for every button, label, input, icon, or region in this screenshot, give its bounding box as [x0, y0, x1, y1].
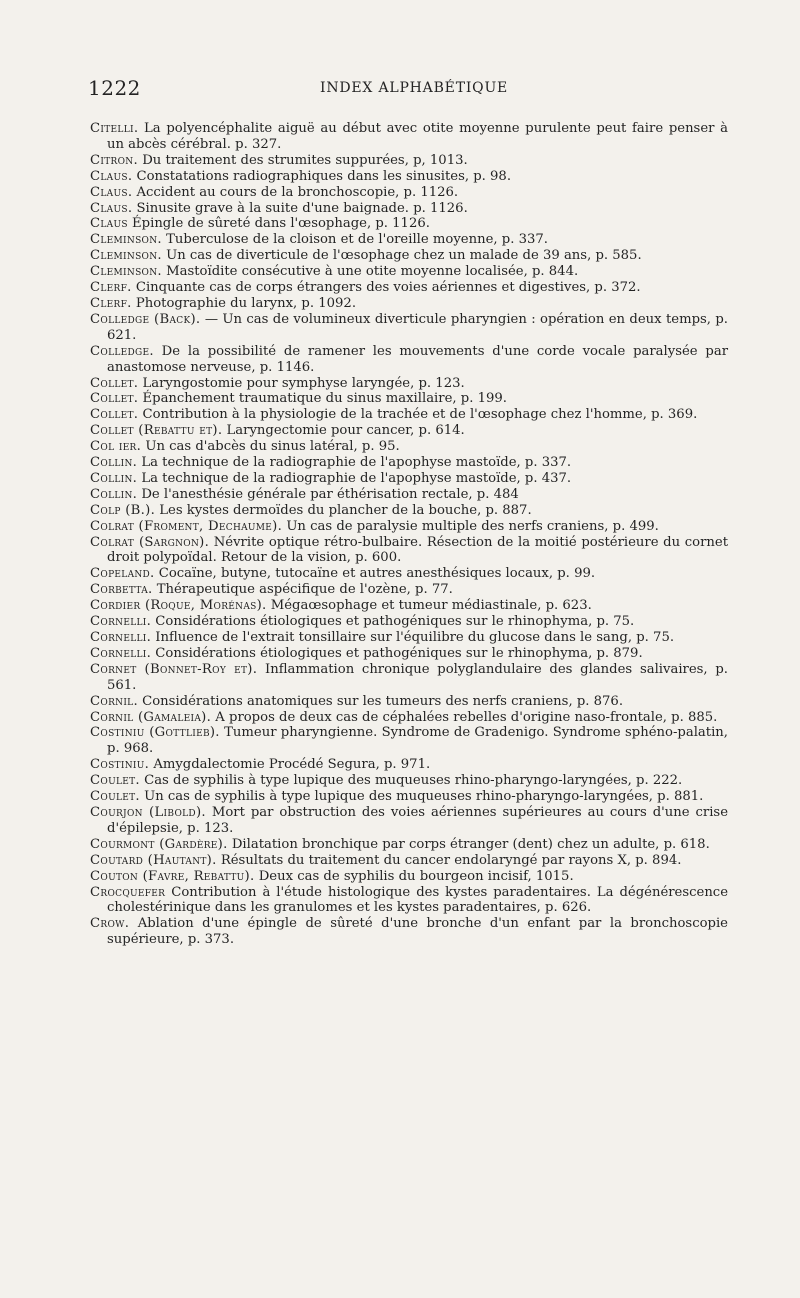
- entry-author: Colledge.: [90, 343, 154, 359]
- index-entry: [90, 789, 728, 805]
- entry-text: Deux cas de syphilis du bourgeon incisif, 1015.: [258, 868, 574, 884]
- entry-author: Crow.: [90, 916, 130, 932]
- entry-author: Copeland.: [90, 566, 155, 582]
- entry-author: Corbetta.: [90, 582, 153, 598]
- entry-author: Collin.: [90, 455, 138, 471]
- index-entry: [90, 471, 728, 487]
- index-entry: [90, 614, 728, 630]
- entry-author: Coulet.: [90, 773, 140, 789]
- entry-author: Coutard (Hautant).: [90, 852, 217, 868]
- index-entry: [90, 344, 728, 376]
- entry-author: Cleminson.: [90, 264, 162, 280]
- entry-text: Mastoïdite consécutive à une otite moyenne localisée, p. 844.: [166, 264, 579, 280]
- index-entry: [90, 725, 728, 757]
- entry-text: La technique de la radiographie de l'apophyse mastoïde, p. 337.: [141, 455, 572, 471]
- index-entry: [90, 598, 728, 614]
- entry-text: Les kystes dermoïdes du plancher de la bouche, p. 887.: [159, 502, 532, 518]
- index-entry: [90, 805, 728, 837]
- entry-author: Cornil.: [90, 693, 138, 709]
- entry-text: Thérapeutique aspécifique de l'ozène, p. 77.: [156, 582, 453, 598]
- index-entry: [90, 694, 728, 710]
- entry-text: Inflammation chronique polyglandulaire des glandes salivaires, p. 561.: [107, 661, 728, 693]
- entry-text: Constatations radiographiques dans les sinusites, p. 98.: [136, 168, 512, 184]
- entry-author: Colp (B.).: [90, 502, 156, 518]
- index-entry: [90, 121, 728, 153]
- entry-text: Laryngostomie pour symphyse laryngée, p. 123.: [142, 375, 465, 391]
- entry-author: Costiniu.: [90, 757, 150, 773]
- index-entry: [90, 455, 728, 471]
- entry-text: Photographie du larynx, p. 1092.: [135, 295, 357, 311]
- entry-author: Claus.: [90, 168, 133, 184]
- entry-text: De l'anesthésie générale par éthérisation rectale, p. 484: [141, 486, 519, 502]
- index-entry: [90, 535, 728, 567]
- entry-text: Mort par obstruction des voies aériennes supérieures au cours d'une crise d'épilepsie, p. 123.: [107, 804, 729, 836]
- entry-text: De la possibilité de ramener les mouvements d'une corde vocale paralysée par anastomose nerveuse, p. 1146.: [107, 343, 728, 375]
- running-title: INDEX ALPHABÉTIQUE: [320, 80, 509, 96]
- index-entry: [90, 662, 728, 694]
- entry-text: Amygdalectomie Procédé Segura, p. 971.: [153, 757, 431, 773]
- entry-author: Coulet.: [90, 789, 140, 805]
- entry-author: Col ier.: [90, 439, 142, 455]
- entry-author: Claus.: [90, 184, 133, 200]
- entry-text: Cas de syphilis à type lupique des muqueuses rhino-pharyngo-laryngées, p. 222.: [144, 773, 683, 789]
- entry-author: Collin.: [90, 470, 138, 486]
- index-entry: [90, 853, 728, 869]
- index-entry: [90, 582, 728, 598]
- entry-author: Cornet (Bonnet-Roy et).: [90, 661, 258, 677]
- entry-text: Sinusite grave à la suite d'une baignade. p. 1126.: [136, 200, 468, 216]
- index-entry: [90, 519, 728, 535]
- index-entry: [90, 296, 728, 312]
- entry-text: La polyencéphalite aiguë au début avec otite moyenne purulente peut faire penser à un abcès cérébral. p. 327.: [107, 121, 728, 152]
- index-entry: [90, 503, 728, 519]
- entry-text: Ablation d'une épingle de sûreté d'une bronche d'un enfant par la bronchoscopie supérieure, p. 373.: [107, 916, 728, 948]
- entry-author: Crocquefer: [90, 884, 166, 900]
- index-entry: [90, 391, 728, 407]
- entry-text: A propos de deux cas de céphalées rebelles d'origine naso-frontale, p. 885.: [215, 709, 718, 725]
- entry-text: Tumeur pharyngienne. Syndrome de Gradenigo. Syndrome sphéno-palatin, p. 968.: [107, 725, 728, 757]
- page-number: 1222: [88, 76, 141, 100]
- entry-text: Considérations étiologiques et pathogéniques sur le rhinophyma, p. 879.: [155, 645, 643, 661]
- entry-author: Cornelli.: [90, 614, 152, 630]
- index-entry: [90, 916, 728, 948]
- entry-author: Clerf.: [90, 295, 132, 311]
- index-entry: [90, 423, 728, 439]
- entry-text: Névrite optique rétro-bulbaire. Résection de la moitié postérieure du cornet droit polypoïdal. Retour de la vision, p. 600.: [107, 534, 728, 566]
- entry-author: Collet.: [90, 375, 139, 391]
- entry-author: Courmont (Gardère).: [90, 836, 228, 852]
- entry-text: Influence de l'extrait tonsillaire sur l'équilibre du glucose dans le sang, p. 75.: [155, 630, 675, 645]
- entry-author: Claus.: [90, 200, 133, 216]
- index-entry: [90, 757, 728, 773]
- entry-text: Contribution à l'étude histologique des kystes paradentaires. La dégénérescence cholestérinique dans les granulomes et les kystes paradentaires, p. 626.: [107, 884, 728, 916]
- index-entry: [90, 646, 728, 662]
- index-entry: [90, 169, 728, 185]
- entry-text: Épingle de sûreté dans l'œsophage, p. 1126.: [132, 216, 430, 232]
- entry-author: Couton (Favre, Rebattu).: [90, 868, 255, 884]
- entry-author: Citelli.: [90, 121, 139, 136]
- index-entry: [90, 869, 728, 885]
- entry-text: Accident au cours de la bronchoscopie, p. 1126.: [136, 184, 459, 200]
- index-entry: [90, 153, 728, 169]
- entry-author: Colledge (Back).: [90, 311, 201, 327]
- entry-author: Cornelli.: [90, 630, 152, 645]
- entry-text: Un cas de diverticule de l'œsophage chez un malade de 39 ans, p. 585.: [166, 248, 642, 264]
- entry-author: Cornelli.: [90, 645, 152, 661]
- index-entry: [90, 837, 728, 853]
- entry-author: Cleminson.: [90, 248, 162, 264]
- entry-author: Cleminson.: [90, 232, 162, 248]
- entry-author: Collet.: [90, 391, 139, 407]
- index-entry: [90, 487, 728, 503]
- entry-text: — Un cas de volumineux diverticule pharyngien : opération en deux temps, p. 621.: [107, 311, 728, 343]
- entry-text: Épanchement traumatique du sinus maxillaire, p. 199.: [142, 391, 507, 407]
- index-entry: [90, 232, 728, 248]
- entry-text: Du traitement des strumites suppurées, p, 1013.: [142, 152, 468, 168]
- index-entry: [90, 885, 728, 917]
- entry-text: La technique de la radiographie de l'apophyse mastoïde, p. 437.: [141, 470, 572, 486]
- index-entry: [90, 280, 728, 296]
- entry-text: Un cas de paralysie multiple des nerfs craniens, p. 499.: [286, 518, 659, 534]
- index-entry: [90, 185, 728, 201]
- entry-text: Laryngectomie pour cancer, p. 614.: [226, 423, 465, 439]
- index-entry: [90, 407, 728, 423]
- entry-text: Tuberculose de la cloison et de l'oreille moyenne, p. 337.: [166, 232, 548, 248]
- index-entry: [90, 710, 728, 726]
- page-header: [88, 76, 728, 100]
- entry-author: Collet.: [90, 407, 139, 423]
- entry-author: Clerf.: [90, 280, 132, 296]
- index-entry: [90, 312, 728, 344]
- index-entry: [90, 264, 728, 280]
- entry-author: Claus: [90, 216, 128, 232]
- entry-author: Colrat (Sargnon).: [90, 534, 210, 550]
- entry-text: Considérations étiologiques et pathogéniques sur le rhinophyma, p. 75.: [155, 614, 635, 630]
- entry-text: Un cas d'abcès du sinus latéral, p. 95.: [145, 439, 400, 455]
- entry-author: Cornil (Gamaleia).: [90, 709, 212, 725]
- entry-text: Résultats du traitement du cancer endolaryngé par rayons X, p. 894.: [220, 852, 682, 868]
- index-entry: [90, 376, 728, 392]
- entry-text: Mégaœsophage et tumeur médiastinale, p. 623.: [270, 598, 592, 614]
- entry-text: Cinquante cas de corps étrangers des voies aériennes et digestives, p. 372.: [135, 280, 641, 296]
- entry-text: Dilatation bronchique par corps étranger (dent) chez un adulte, p. 618.: [231, 836, 710, 852]
- index-entry: [90, 566, 728, 582]
- index-entries: [90, 121, 728, 948]
- entry-text: Cocaïne, butyne, tutocaïne et autres anesthésiques locaux, p. 99.: [158, 566, 596, 582]
- entry-author: Citron.: [90, 152, 138, 168]
- entry-author: Colrat (Froment, Dechaume).: [90, 518, 283, 534]
- index-entry: [90, 630, 728, 646]
- entry-author: Collin.: [90, 486, 138, 502]
- entry-author: Cordier (Roque, Morénas).: [90, 598, 267, 614]
- entry-author: Collet (Rebattu et).: [90, 423, 223, 439]
- entry-text: Contribution à la physiologie de la trachée et de l'œsophage chez l'homme, p. 369.: [142, 407, 698, 423]
- entry-text: Considérations anatomiques sur les tumeurs des nerfs craniens, p. 876.: [142, 693, 624, 709]
- index-entry: [90, 248, 728, 264]
- entry-author: Courjon (Libold).: [90, 804, 206, 820]
- index-entry: [90, 201, 728, 217]
- entry-author: Costiniu (Gottlieb).: [90, 725, 220, 741]
- entry-text: Un cas de syphilis à type lupique des muqueuses rhino-pharyngo-laryngées, p. 881.: [144, 789, 704, 805]
- index-entry: [90, 439, 728, 455]
- index-entry: [90, 216, 728, 232]
- index-entry: [90, 773, 728, 789]
